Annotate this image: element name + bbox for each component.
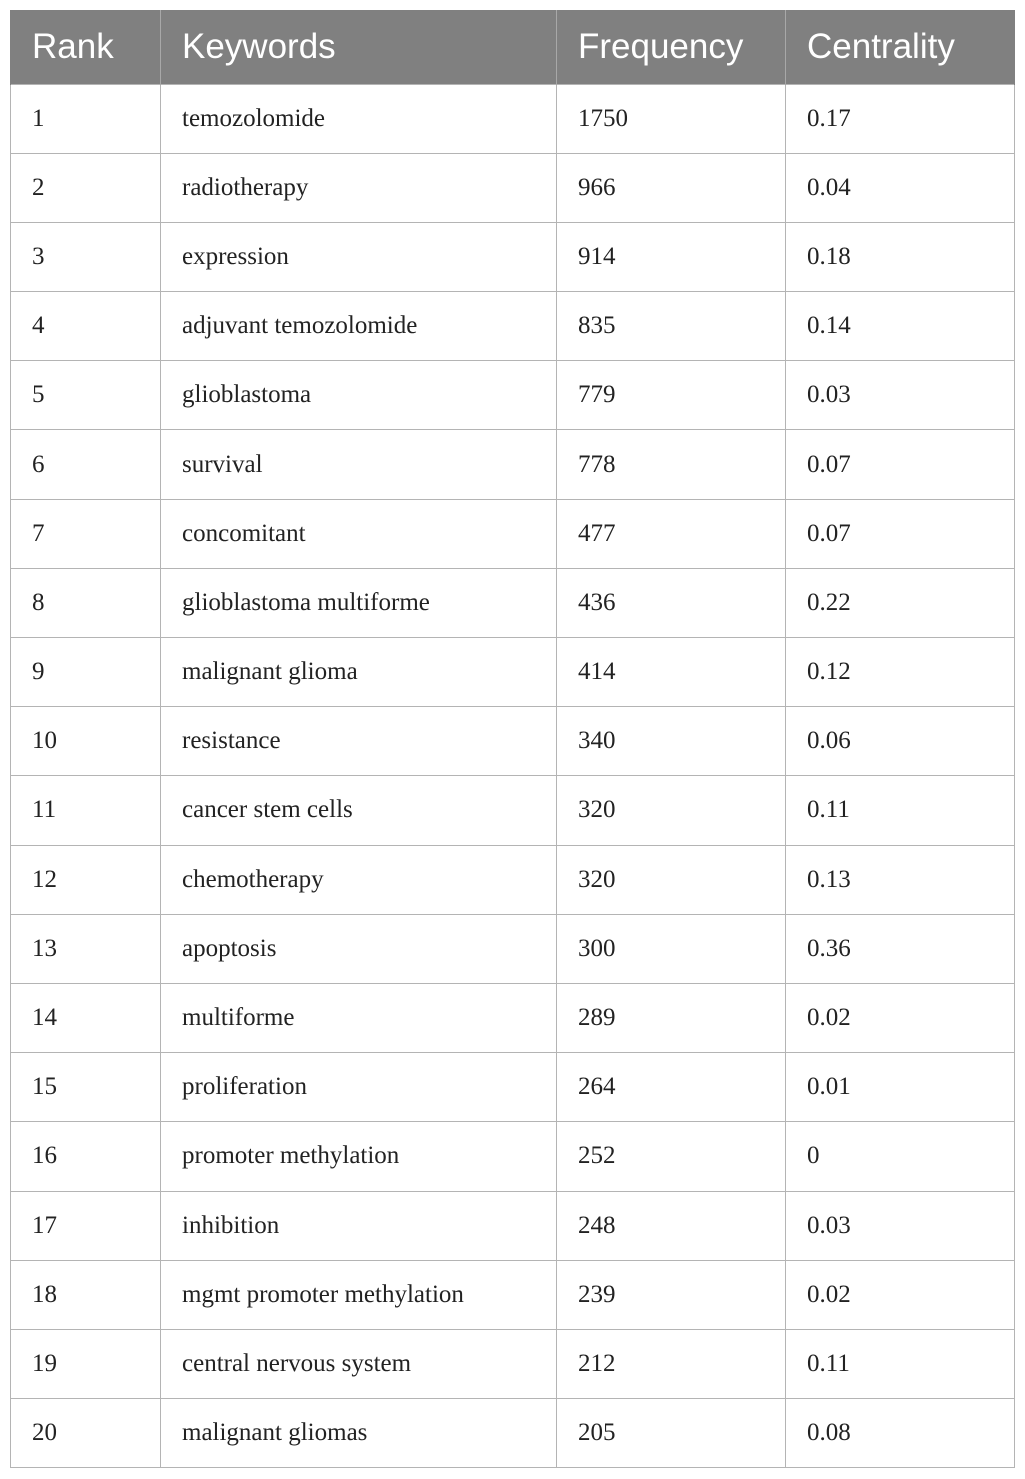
table-row <box>11 1122 1015 1191</box>
table-row <box>11 845 1015 914</box>
keyword-cell: resistance <box>161 707 557 776</box>
rank-cell: 1 <box>11 84 161 153</box>
frequency-cell: 239 <box>557 1260 786 1329</box>
centrality-cell: 0.08 <box>786 1399 1015 1468</box>
centrality-cell: 0.03 <box>786 361 1015 430</box>
frequency-cell: 264 <box>557 1053 786 1122</box>
table-body <box>11 84 1015 1468</box>
keywords-table-container <box>10 10 1014 1468</box>
keyword-cell: apoptosis <box>161 914 557 983</box>
centrality-cell: 0.18 <box>786 222 1015 291</box>
keyword-cell: mgmt promoter methylation <box>161 1260 557 1329</box>
centrality-cell: 0.22 <box>786 568 1015 637</box>
rank-cell: 10 <box>11 707 161 776</box>
header-keywords: Keywords <box>161 10 557 84</box>
table-row <box>11 153 1015 222</box>
keyword-cell: adjuvant temozolomide <box>161 292 557 361</box>
keyword-cell: inhibition <box>161 1191 557 1260</box>
centrality-cell: 0.07 <box>786 430 1015 499</box>
keyword-cell: cancer stem cells <box>161 776 557 845</box>
rank-cell: 12 <box>11 845 161 914</box>
keyword-cell: central nervous system <box>161 1329 557 1398</box>
rank-cell: 6 <box>11 430 161 499</box>
frequency-cell: 966 <box>557 153 786 222</box>
keyword-cell: expression <box>161 222 557 291</box>
keyword-cell: glioblastoma <box>161 361 557 430</box>
table-row <box>11 84 1015 153</box>
table-row <box>11 776 1015 845</box>
table-row <box>11 1053 1015 1122</box>
rank-cell: 9 <box>11 638 161 707</box>
frequency-cell: 320 <box>557 845 786 914</box>
table-row <box>11 430 1015 499</box>
keyword-cell: proliferation <box>161 1053 557 1122</box>
frequency-cell: 414 <box>557 638 786 707</box>
table-header <box>11 10 1015 84</box>
keyword-cell: malignant gliomas <box>161 1399 557 1468</box>
centrality-cell: 0.07 <box>786 499 1015 568</box>
keyword-cell: glioblastoma multiforme <box>161 568 557 637</box>
rank-cell: 2 <box>11 153 161 222</box>
table-row <box>11 292 1015 361</box>
frequency-cell: 289 <box>557 983 786 1052</box>
frequency-cell: 477 <box>557 499 786 568</box>
keyword-cell: malignant glioma <box>161 638 557 707</box>
header-row <box>11 10 1015 84</box>
keyword-cell: radiotherapy <box>161 153 557 222</box>
rank-cell: 17 <box>11 1191 161 1260</box>
table-row <box>11 499 1015 568</box>
rank-cell: 4 <box>11 292 161 361</box>
centrality-cell: 0.12 <box>786 638 1015 707</box>
frequency-cell: 779 <box>557 361 786 430</box>
rank-cell: 20 <box>11 1399 161 1468</box>
centrality-cell: 0.14 <box>786 292 1015 361</box>
table-row <box>11 914 1015 983</box>
frequency-cell: 205 <box>557 1399 786 1468</box>
centrality-cell: 0.03 <box>786 1191 1015 1260</box>
centrality-cell: 0.11 <box>786 776 1015 845</box>
centrality-cell: 0.11 <box>786 1329 1015 1398</box>
header-frequency: Frequency <box>557 10 786 84</box>
rank-cell: 14 <box>11 983 161 1052</box>
keyword-cell: promoter methylation <box>161 1122 557 1191</box>
keyword-cell: concomitant <box>161 499 557 568</box>
header-rank: Rank <box>11 10 161 84</box>
centrality-cell: 0 <box>786 1122 1015 1191</box>
keyword-cell: chemotherapy <box>161 845 557 914</box>
centrality-cell: 0.36 <box>786 914 1015 983</box>
table-row <box>11 1260 1015 1329</box>
header-centrality: Centrality <box>786 10 1015 84</box>
centrality-cell: 0.04 <box>786 153 1015 222</box>
centrality-cell: 0.06 <box>786 707 1015 776</box>
keyword-cell: temozolomide <box>161 84 557 153</box>
frequency-cell: 340 <box>557 707 786 776</box>
rank-cell: 13 <box>11 914 161 983</box>
frequency-cell: 778 <box>557 430 786 499</box>
rank-cell: 16 <box>11 1122 161 1191</box>
centrality-cell: 0.17 <box>786 84 1015 153</box>
rank-cell: 19 <box>11 1329 161 1398</box>
centrality-cell: 0.13 <box>786 845 1015 914</box>
table-row <box>11 1329 1015 1398</box>
table-row <box>11 1399 1015 1468</box>
frequency-cell: 1750 <box>557 84 786 153</box>
rank-cell: 5 <box>11 361 161 430</box>
rank-cell: 3 <box>11 222 161 291</box>
centrality-cell: 0.01 <box>786 1053 1015 1122</box>
table-row <box>11 638 1015 707</box>
centrality-cell: 0.02 <box>786 983 1015 1052</box>
table-row <box>11 707 1015 776</box>
rank-cell: 15 <box>11 1053 161 1122</box>
rank-cell: 11 <box>11 776 161 845</box>
centrality-cell: 0.02 <box>786 1260 1015 1329</box>
table-row <box>11 983 1015 1052</box>
keyword-cell: multiforme <box>161 983 557 1052</box>
table-row <box>11 222 1015 291</box>
frequency-cell: 212 <box>557 1329 786 1398</box>
frequency-cell: 835 <box>557 292 786 361</box>
frequency-cell: 300 <box>557 914 786 983</box>
rank-cell: 18 <box>11 1260 161 1329</box>
rank-cell: 7 <box>11 499 161 568</box>
keywords-table <box>10 10 1015 1468</box>
table-row <box>11 568 1015 637</box>
table-row <box>11 361 1015 430</box>
frequency-cell: 914 <box>557 222 786 291</box>
frequency-cell: 320 <box>557 776 786 845</box>
frequency-cell: 436 <box>557 568 786 637</box>
keyword-cell: survival <box>161 430 557 499</box>
frequency-cell: 248 <box>557 1191 786 1260</box>
table-row <box>11 1191 1015 1260</box>
rank-cell: 8 <box>11 568 161 637</box>
frequency-cell: 252 <box>557 1122 786 1191</box>
